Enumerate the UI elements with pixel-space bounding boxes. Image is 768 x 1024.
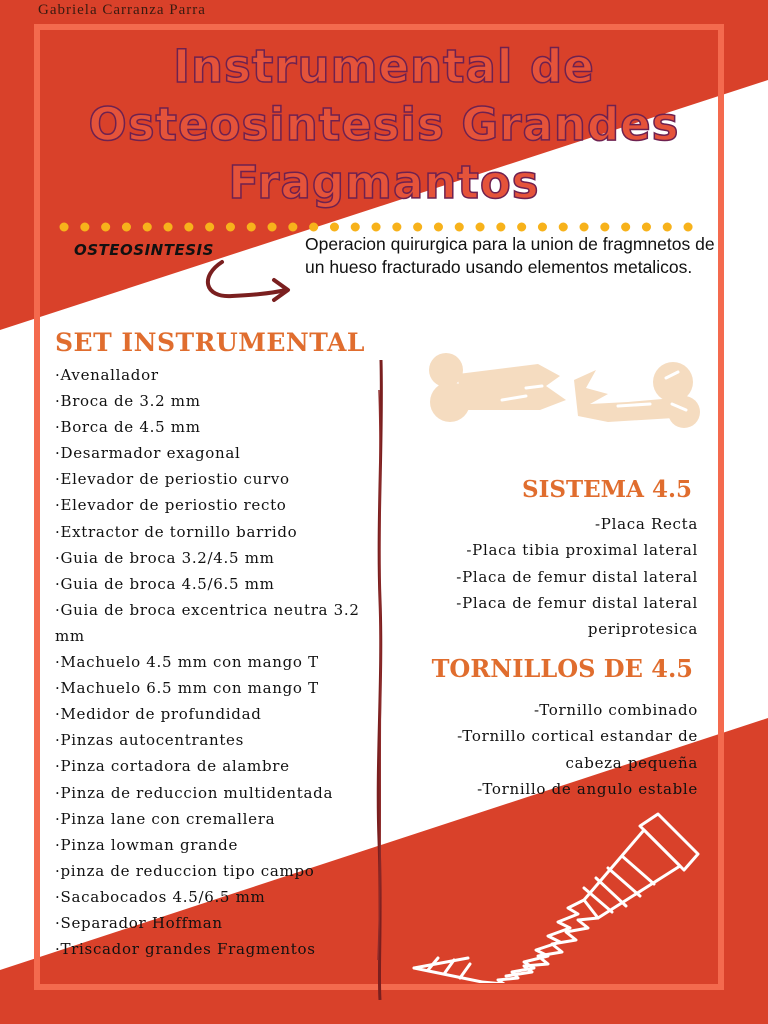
curved-arrow-icon — [200, 258, 300, 308]
sistema-list — [400, 511, 698, 642]
instrument-item: ·Elevador de periostio curvo — [55, 470, 290, 489]
tornillos-item: -Tornillo combinado — [533, 701, 698, 719]
instrument-item: ·Triscador grandes Fragmentos — [55, 940, 316, 959]
instrument-item: ·Pinza cortadora de alambre — [55, 757, 290, 776]
sistema-item: -Placa tibia proximal lateral — [466, 541, 698, 560]
instrument-item: ·Broca de 3.2 mm — [55, 392, 201, 411]
instrument-item: ·Extractor de tornillo barrido — [55, 522, 298, 541]
instrument-item: ·Machuelo 4.5 mm con mango T — [55, 653, 319, 672]
title-line: Fragmantos — [228, 156, 540, 209]
instrument-item: ·pinza de reduccion tipo campo — [55, 861, 315, 880]
instrument-item: ·Medidor de profundidad — [55, 705, 262, 724]
sistema-item: -Placa Recta — [595, 515, 698, 533]
instrument-item: ·Sacabocados 4.5/6.5 mm — [55, 887, 266, 906]
instrument-item: ·Guia de broca excentrica neutra 3.2 mm — [55, 600, 360, 645]
instrument-item: ·Guia de broca 3.2/4.5 mm — [55, 548, 275, 567]
definition-text: Operacion quirurgica para la union de fragmnetos de un hueso fracturado usando elementos metalicos. — [305, 234, 715, 277]
instrument-item: ·Pinzas autocentrantes — [55, 731, 245, 750]
tornillos-list — [400, 697, 698, 802]
title-line: Instrumental de — [173, 40, 595, 93]
instrument-item: ·Borca de 4.5 mm — [55, 418, 201, 437]
broken-bone-icon — [428, 352, 700, 434]
instrument-item: ·Pinza de reduccion multidentada — [55, 783, 334, 802]
column-divider — [368, 360, 392, 1000]
author-name: Gabriela Carranza Parra — [38, 2, 206, 18]
page-title — [40, 38, 728, 212]
definition-term: OSTEOSINTESIS — [74, 241, 214, 259]
instrument-item: ·Separador Hoffman — [55, 913, 223, 932]
tornillos-title: TORNILLOS DE 4.5 — [431, 654, 693, 683]
instrument-item: ·Pinza lowman grande — [55, 835, 239, 854]
set-instrumental-title: SET INSTRUMENTAL — [55, 328, 365, 357]
instrument-item: ·Guia de broca 4.5/6.5 mm — [55, 574, 275, 593]
instrument-item: ·Machuelo 6.5 mm con mango T — [55, 679, 319, 698]
dotted-divider — [58, 220, 698, 234]
tornillos-item: -Tornillo cortical estandar de cabeza pequeña — [457, 727, 698, 772]
sistema-title: SISTEMA 4.5 — [522, 476, 692, 503]
instrument-item: ·Desarmador exagonal — [55, 444, 241, 463]
title-line: Osteosintesis Grandes — [88, 98, 680, 151]
instrument-list — [55, 362, 375, 962]
sistema-item: -Placa de femur distal lateral — [456, 567, 698, 586]
sistema-item: -Placa de femur distal lateral periprotesica — [456, 593, 698, 639]
instrument-item: ·Pinza lane con cremallera — [55, 809, 276, 828]
tornillos-item: -Tornillo de angulo estable — [477, 779, 698, 798]
screw-icon — [408, 808, 708, 983]
instrument-item: ·Avenallador — [55, 366, 159, 384]
instrument-item: ·Elevador de periostio recto — [55, 496, 287, 515]
